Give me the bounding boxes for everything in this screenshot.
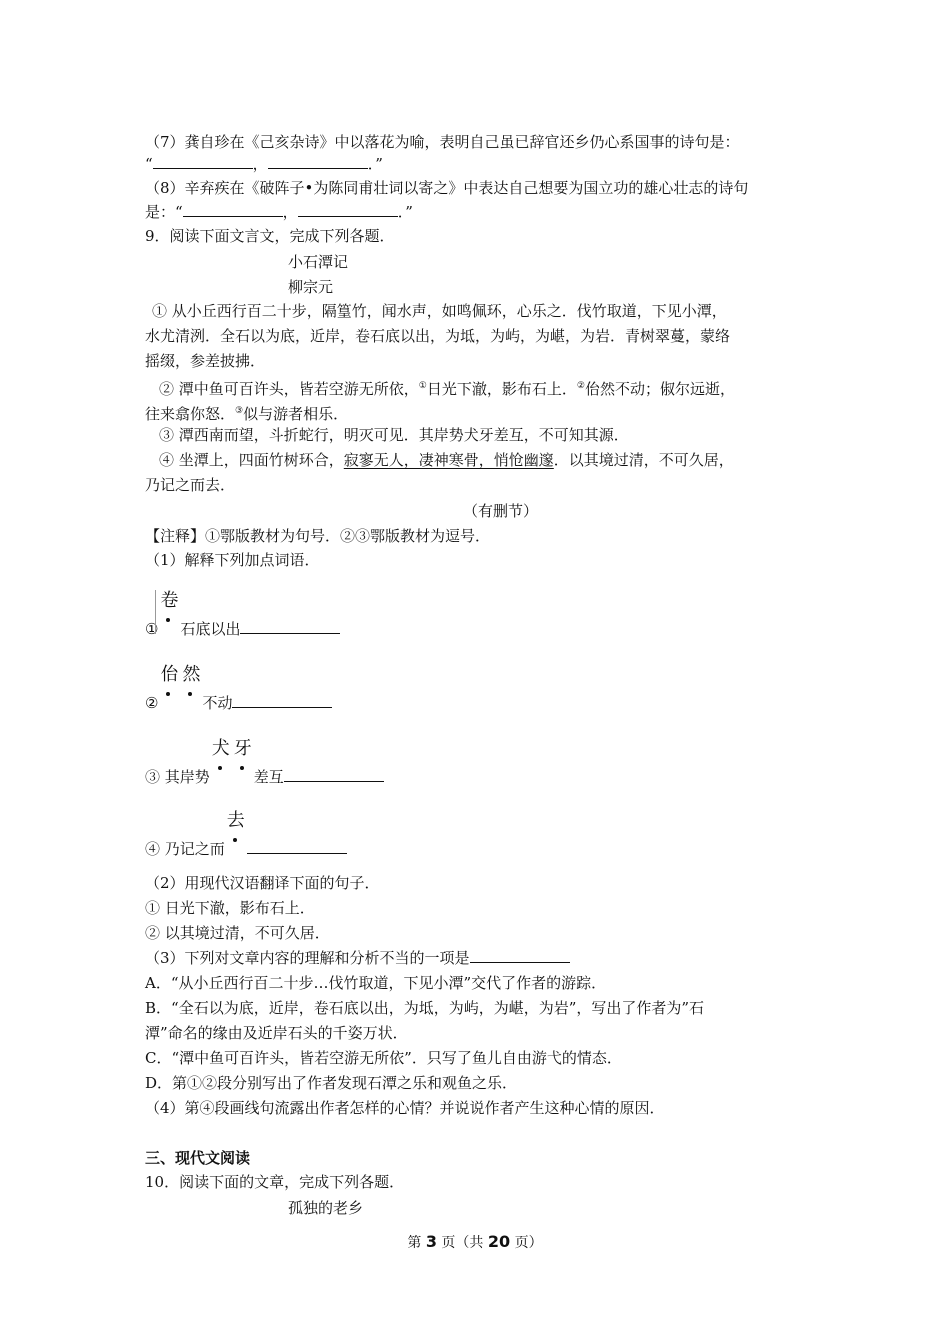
paragraph-2	[159, 376, 735, 399]
page-total: 20	[487, 1232, 511, 1251]
translate-sentence-1: ① 日光下澈，影布石上．	[145, 899, 315, 917]
item-number: ①	[145, 620, 159, 638]
page-footer	[0, 1232, 950, 1252]
emphasis-dot-icon	[166, 692, 170, 696]
q8-answer-line	[145, 202, 413, 222]
section-heading: 三、现代文阅读	[145, 1149, 251, 1167]
answer-blank[interactable]	[247, 839, 347, 854]
footnote-mark: ①	[418, 381, 427, 391]
paragraph-4-line-2: 乃记之而去．	[145, 476, 236, 494]
q7-answer-line	[145, 154, 383, 174]
option-a: A．“从小丘西行百二十步…伐竹取道，下见小潭”交代了作者的游踪．	[145, 974, 607, 992]
dotted-word	[225, 810, 247, 871]
quote-open: “	[145, 155, 153, 173]
paragraph-3: ③ 潭西南而望，斗折蛇行，明灭可见．其岸势犬牙差互，不可知其源．	[159, 426, 629, 444]
emphasis-dot-icon	[166, 618, 170, 622]
deleted-note: （有删节）	[463, 502, 539, 520]
underlined-sentence: 寂寥无人，凄神寒骨，悄怆幽邃	[343, 451, 554, 469]
annotation: 【注释】①鄂版教材为句号．②③鄂版教材为逗号．	[145, 527, 491, 545]
answer-blank[interactable]	[240, 619, 340, 634]
quote-close: ．”	[397, 203, 413, 221]
option-d: D．第①②段分别写出了作者发现石潭之乐和观鱼之乐．	[145, 1074, 518, 1092]
p2-text: 似与游者相乐．	[243, 405, 349, 423]
vocab-item-4	[145, 810, 347, 858]
q9-intro: 9．阅读下面文言文，完成下列各题．	[145, 227, 395, 245]
paragraph-2-line-2	[145, 401, 348, 424]
item-text: 不动	[202, 694, 233, 712]
answer-blank[interactable]	[298, 202, 398, 217]
p4-text: ．以其境过清，不可久居，	[553, 451, 734, 469]
emphasis-dot-icon	[218, 766, 222, 770]
quote-close: ．”	[367, 155, 383, 173]
sub-question-3	[145, 948, 570, 968]
dotted-word	[158, 590, 180, 651]
emphasis-dot-icon	[188, 692, 192, 696]
footnote-mark: ②	[576, 381, 585, 391]
translate-sentence-2: ② 以其境过清，不可久居．	[145, 924, 330, 942]
page-number: 3	[425, 1232, 437, 1251]
answer-prefix: 是：“	[145, 203, 183, 221]
q10-intro: 10．阅读下面的文章，完成下列各题．	[145, 1173, 405, 1191]
answer-blank[interactable]	[153, 154, 253, 169]
answer-blank[interactable]	[232, 693, 332, 708]
dotted-char: 佁	[160, 664, 179, 685]
footer-text: 页）	[510, 1235, 543, 1251]
emphasis-dot-icon	[240, 766, 244, 770]
answer-blank[interactable]	[470, 948, 570, 963]
dotted-char: 去	[226, 810, 245, 831]
vocab-item-2	[145, 664, 332, 712]
paragraph-1: ① 从小丘西行百二十步，隔篁竹，闻水声，如鸣佩环，心乐之．伐竹取道，下见小潭，	[152, 302, 727, 320]
q7-text: （7）龚自珍在《己亥杂诗》中以落花为喻，表明自己虽已辞官还乡仍心系国事的诗句是：	[145, 133, 740, 151]
sub-question-2: （2）用现代汉语翻译下面的句子．	[145, 874, 380, 892]
p4-text: ④ 坐潭上，四面竹树环合，	[159, 451, 344, 469]
p2-text: ② 潭中鱼可百许头，皆若空游无所依，	[159, 380, 419, 398]
p2-text: 佁然不动；俶尔远逝，	[584, 380, 735, 398]
paragraph-1-line-2: 水尤清洌．全石以为底，近岸，卷石底以出，为坻，为屿，为嵁，为岩．青树翠蔓，蒙络	[145, 327, 731, 345]
sub-question-4: （4）第④段画线句流露出作者怎样的心情？并说说作者产生这种心情的原因．	[145, 1099, 665, 1117]
option-b-line-2: 潭”命名的缘由及近岸石头的千姿万状．	[145, 1024, 408, 1042]
vocab-item-3	[145, 738, 384, 786]
answer-blank[interactable]	[183, 202, 283, 217]
sub-question-1: （1）解释下列加点词语．	[145, 551, 320, 569]
passage-title: 小石潭记	[288, 253, 349, 271]
option-c: C．“潭中鱼可百许头，皆若空游无所依”．只写了鱼儿自由游弋的情态．	[145, 1049, 622, 1067]
emphasis-dot-icon	[233, 838, 237, 842]
vocab-item-1	[145, 590, 340, 638]
dotted-char: 卷	[160, 590, 179, 611]
footer-text: 第	[407, 1235, 426, 1251]
answer-blank[interactable]	[284, 767, 384, 782]
item-text: 石底以出	[180, 620, 241, 638]
comma: ，	[252, 155, 268, 173]
item-number: ②	[145, 694, 159, 712]
p2-text: 日光下澈，影布石上．	[426, 380, 577, 398]
dotted-word	[210, 738, 254, 799]
dotted-char: 然	[182, 664, 201, 685]
item-number: ③ 其岸势	[145, 768, 210, 786]
item-number: ④ 乃记之而	[145, 840, 225, 858]
paragraph-4	[159, 450, 734, 470]
paragraph-1-line-3: 摇缀，参差披拂．	[145, 352, 266, 370]
dotted-char: 犬	[211, 738, 230, 759]
p2-text: 往来翕你怒．	[145, 405, 236, 423]
option-b: B．“全石以为底，近岸，卷石底以出，为坻，为屿，为嵁，为岩”，写出了作者为”石	[145, 999, 705, 1017]
footer-text: 页（共	[436, 1235, 488, 1251]
article-title: 孤独的老乡	[288, 1199, 364, 1217]
dotted-word	[158, 664, 202, 725]
passage-author: 柳宗元	[288, 278, 334, 296]
q8-text: （8）辛弃疾在《破阵子•为陈同甫壮词以寄之》中表达自己想要为国立功的雄心壮志的诗句	[145, 179, 749, 197]
footnote-mark: ③	[235, 406, 244, 416]
sub-question-text: （3）下列对文章内容的理解和分析不当的一项是	[145, 949, 470, 967]
comma: ，	[282, 203, 298, 221]
dotted-char: 牙	[233, 738, 252, 759]
answer-blank[interactable]	[268, 154, 368, 169]
item-text: 差互	[253, 768, 284, 786]
